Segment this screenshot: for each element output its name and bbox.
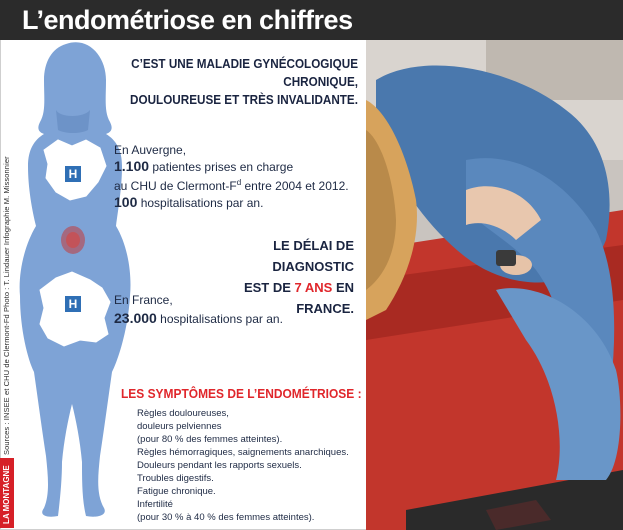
auvergne-hosp-text: hospitalisations par an.: [137, 196, 264, 210]
symptom-item: Infertilité: [137, 499, 173, 510]
symptom-item: Règles douloureuses,: [137, 408, 229, 419]
france-hosp-line: [114, 309, 283, 328]
symptom-item: (pour 80 % des femmes atteintes).: [137, 434, 283, 445]
hospital-icon-france: H: [64, 295, 82, 313]
symptom-item: douleurs pelviennes: [137, 421, 222, 432]
symptom-item: Troubles digestifs.: [137, 473, 214, 484]
subtitle-line-1: C’EST UNE MALADIE GYNÉCOLOGIQUE CHRONIQUE,: [131, 56, 358, 89]
subtitle: [63, 55, 358, 109]
auvergne-hosp-line: [114, 194, 364, 211]
france-hosp-text: hospitalisations par an.: [156, 312, 283, 326]
photo-woman-in-pain: [366, 40, 623, 530]
delay-line-1: LE DÉLAI DE DIAGNOSTIC: [272, 238, 354, 274]
subtitle-line-2: DOULOUREUSE ET TRÈS INVALIDANTE.: [130, 92, 358, 107]
auvergne-chu-line: [114, 175, 364, 194]
brand-name: LA MONTAGNE: [2, 465, 11, 524]
symptom-item: Douleurs pendant les rapports sexuels.: [137, 460, 302, 471]
credits: Sources : INSEE et CHU de Clermont-Fd Photo : T. Lindauer Infographie M. Missonnier: [2, 156, 11, 455]
auvergne-chu-years: entre 2004 et 2012.: [241, 179, 349, 193]
france-label: En France,: [114, 293, 173, 307]
delay-suffix: EN FRANCE.: [296, 280, 354, 316]
hospital-icon-auvergne: H: [64, 165, 82, 183]
france-hosp-number: 23.000: [114, 310, 157, 326]
delay-prefix: EST DE: [243, 280, 295, 295]
page-title: L’endométriose en chiffres: [0, 0, 367, 40]
symptom-item: Règles hémorragiques, saignements anarchiques.: [137, 447, 349, 458]
auvergne-stats: [114, 142, 364, 211]
photo-illustration: [366, 40, 623, 530]
symptom-item: Fatigue chronique.: [137, 486, 216, 497]
auvergne-chu-text: au CHU de Clermont-F: [114, 179, 237, 193]
symptoms-list: [137, 407, 367, 524]
delay-highlight: 7 ANS: [294, 280, 333, 295]
france-stats: [114, 291, 283, 328]
brand-logo: [0, 458, 14, 528]
auvergne-patients-number: 1.100: [114, 158, 150, 174]
symptom-item: (pour 30 % à 40 % des femmes atteintes).: [137, 512, 315, 523]
auvergne-chu-sup: d: [236, 178, 242, 187]
symptoms-title: LES SYMPTÔMES DE L’ENDOMÉTRIOSE :: [121, 386, 362, 401]
auvergne-label: En Auvergne,: [114, 143, 187, 157]
auvergne-patients-text: patientes prises en charge: [149, 160, 294, 174]
auvergne-hosp-number: 100: [114, 194, 138, 210]
auvergne-patients-line: [114, 158, 364, 175]
